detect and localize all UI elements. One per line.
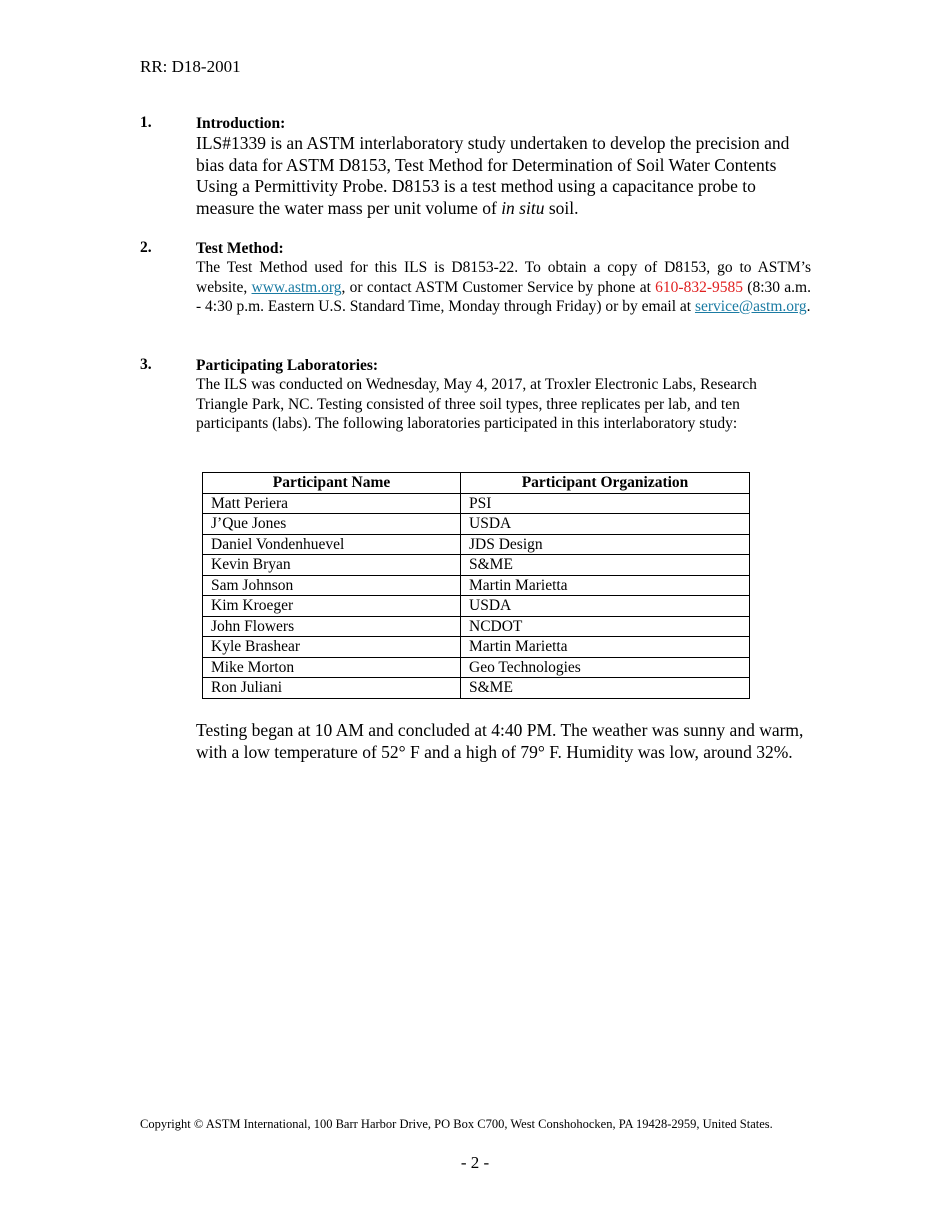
page-number: - 2 - (460, 1153, 490, 1172)
participant-organization: USDA (461, 514, 750, 535)
participant-organization: JDS Design (461, 534, 750, 555)
table-row (203, 637, 750, 658)
participant-name: Daniel Vondenhuevel (203, 534, 461, 555)
participant-name: Matt Periera (203, 493, 461, 514)
section-participating-labs (140, 356, 815, 434)
table-row (203, 514, 750, 535)
header-participant-name: Participant Name (203, 473, 461, 494)
participants-table (202, 472, 750, 699)
section-number: 3. (140, 356, 152, 373)
website-link[interactable]: www.astm.org (251, 278, 342, 296)
table-row (203, 575, 750, 596)
participant-name: Ron Juliani (203, 678, 461, 699)
participant-organization: Geo Technologies (461, 657, 750, 678)
participant-name: Kevin Bryan (203, 555, 461, 576)
participant-name: Mike Morton (203, 657, 461, 678)
participant-organization: Martin Marietta (461, 637, 750, 658)
section-title: Introduction: (196, 115, 286, 132)
table-header-row (203, 473, 750, 494)
participant-organization: PSI (461, 493, 750, 514)
section-number: 2. (140, 239, 152, 256)
section-text: The Test Method used for this ILS is D8153-22. To obtain a copy of D8153, go to ASTM’s website, www.astm.org, or contact ASTM Customer Service by phone at 610-832-9585 (8:30 a.m. - 4:30 p.m. Eastern U.S. Standard Time, Monday through Friday) or by email at service@astm.org. (196, 259, 811, 315)
section-test-method (140, 239, 815, 317)
participant-name: Kim Kroeger (203, 596, 461, 617)
table-row (203, 678, 750, 699)
participant-organization: S&ME (461, 678, 750, 699)
participant-name: J’Que Jones (203, 514, 461, 535)
table-row (203, 493, 750, 514)
table-row (203, 657, 750, 678)
section-title: Test Method: (196, 240, 284, 257)
table-row (203, 555, 750, 576)
section-number: 1. (140, 114, 152, 131)
section-title: Participating Laboratories: (196, 357, 379, 374)
participant-organization: USDA (461, 596, 750, 617)
header-participant-organization: Participant Organization (461, 473, 750, 494)
table-row (203, 534, 750, 555)
section-introduction (140, 114, 815, 219)
participant-name: Sam Johnson (203, 575, 461, 596)
copyright-notice: Copyright © ASTM International, 100 Barr Harbor Drive, PO Box C700, West Conshohocken, PA 19428-2959, United States. (140, 1117, 773, 1131)
participant-organization: Martin Marietta (461, 575, 750, 596)
italic-in-situ: in situ (501, 197, 545, 218)
participant-organization: S&ME (461, 555, 750, 576)
section-text: The ILS was conducted on Wednesday, May 4, 2017, at Troxler Electronic Labs, Research Triangle Park, NC. Testing consisted of three soil types, three replicates per lab, and ten participants (labs). The following laboratories participated in this interlaboratory study: (196, 376, 757, 432)
participant-organization: NCDOT (461, 616, 750, 637)
phone-number: 610-832-9585 (655, 278, 743, 296)
closing-paragraph-block (140, 720, 815, 763)
table-row (203, 616, 750, 637)
section-text: ILS#1339 is an ASTM interlaboratory study undertaken to develop the precision and bias data for ASTM D8153, Test Method for Determination of Soil Water Contents Using a Permittivity Probe. D8153 is a test method using a capacitance probe to measure the water mass per unit volume of in situ soil. (196, 133, 790, 218)
closing-paragraph: Testing began at 10 AM and concluded at 4:40 PM. The weather was sunny and warm, with a low temperature of 52° F and a high of 79° F. Humidity was low, around 32%. (196, 720, 804, 762)
report-id: RR: D18-2001 (140, 57, 241, 76)
participant-name: Kyle Brashear (203, 637, 461, 658)
participant-name: John Flowers (203, 616, 461, 637)
email-link[interactable]: service@astm.org (694, 298, 807, 315)
table-row (203, 596, 750, 617)
